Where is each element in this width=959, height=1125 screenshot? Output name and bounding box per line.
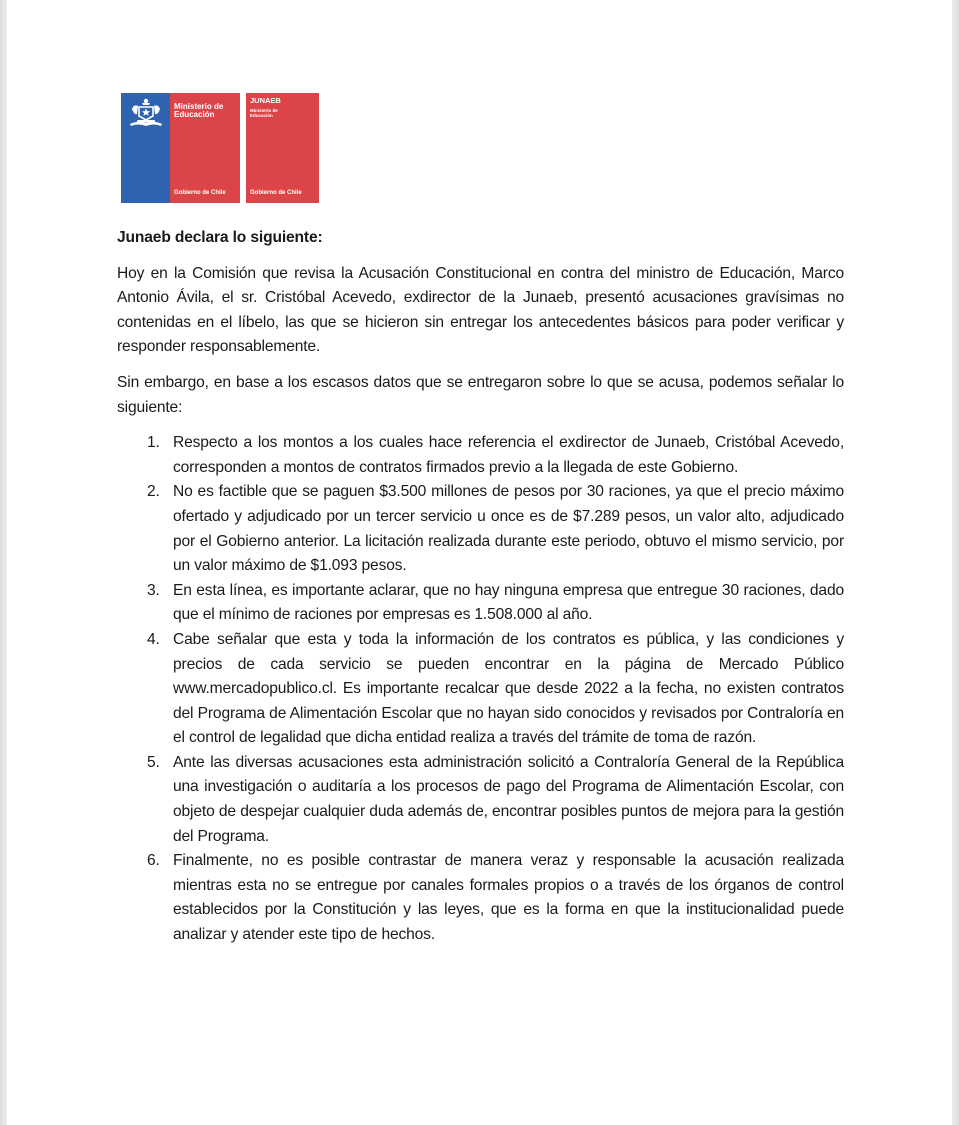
page-edge-left	[0, 0, 7, 1125]
junaeb-subtitle	[250, 108, 278, 119]
list-item-number: 5.	[147, 753, 160, 771]
list-item	[117, 480, 844, 578]
ministry-name-line2: Educación	[174, 110, 215, 120]
junaeb-logo	[246, 93, 319, 203]
list-item-text: No es factible que se paguen $3.500 millones de pesos por 30 raciones, ya que el precio máximo ofertado y adjudicado por un tercer servicio u once es de $7.289 pesos, un valor alto, adjudicado por el Gobierno anterior. La licitación realizada durante este periodo, obtuvo el mismo servicio, por un valor máximo de $1.093 pesos.	[173, 483, 844, 575]
document-heading: Junaeb declara lo siguiente:	[117, 229, 323, 246]
list-item-number: 1.	[147, 434, 160, 452]
lead-in-paragraph: Sin embargo, en base a los escasos datos que se entregaron sobre lo que se acusa, podemos señalar lo siguiente:	[117, 373, 844, 416]
header-logo	[121, 93, 319, 203]
ministry-name	[174, 103, 223, 120]
list-item-text: Cabe señalar que esta y toda la información de los contratos es pública, y las condiciones y precios de cada servicio se pueden encontrar en la página de Mercado Público www.mercadopublico.cl. Es importante recalcar que desde 2022 a la fecha, no existen contratos del Programa de Alimentación Escolar que no hayan sido conocidos y revisados por Contraloría en el control de legalidad que dicha entidad realiza a través del trámite de toma de razón.	[173, 630, 844, 747]
list-item-text: Respecto a los montos a los cuales hace referencia el exdirector de Junaeb, Cristóbal Acevedo, corresponden a montos de contratos firmados previo a la llegada de este Gobierno.	[173, 434, 844, 476]
list-item	[117, 579, 844, 628]
list-item-number: 6.	[147, 852, 160, 870]
junaeb-subtitle-line1: Ministerio de	[250, 108, 278, 113]
junaeb-footer: Gobierno de Chile	[250, 190, 302, 196]
list-item	[117, 431, 844, 480]
chile-coat-of-arms-icon	[128, 97, 164, 129]
list-item-number: 3.	[147, 581, 160, 599]
list-item-number: 4.	[147, 630, 160, 648]
intro-paragraph: Hoy en la Comisión que revisa la Acusación Constitucional en contra del ministro de Educación, Marco Antonio Ávila, el sr. Cristóbal Acevedo, exdirector de la Junaeb, presentó acusaciones gravísimas no contenidas en el líbelo, las que se hicieron sin entregar los antecedentes básicos para poder verificar y responder responsablemente.	[117, 264, 844, 356]
document-body	[117, 226, 844, 948]
logo-red-panel	[170, 93, 240, 203]
list-item	[117, 849, 844, 947]
list-item	[117, 628, 844, 751]
page-edge-right	[952, 0, 959, 1125]
junaeb-title: JUNAEB	[250, 96, 281, 105]
list-item-text: En esta línea, es importante aclarar, que no hay ninguna empresa que entregue 30 raciones, dado que el mínimo de raciones por empresas es 1.508.000 al año.	[173, 581, 844, 624]
numbered-list	[117, 431, 844, 947]
list-item-number: 2.	[147, 483, 160, 501]
logo-blue-panel	[121, 93, 170, 203]
ministry-footer: Gobierno de Chile	[174, 190, 226, 196]
ministry-name-line1: Ministerio de	[174, 102, 224, 111]
list-item-text: Ante las diversas acusaciones esta administración solicitó a Contraloría General de la República una investigación o auditaría a los procesos de pago del Programa de Alimentación Escolar, con objeto de despejar cualquier duda además de, encontrar posibles puntos de mejora para la gestión del Programa.	[173, 753, 844, 845]
junaeb-subtitle-line2: Educación	[250, 113, 273, 119]
list-item-text: Finalmente, no es posible contrastar de manera veraz y responsable la acusación realizada mientras esta no se entregue por canales formales propios o a través de los órganos de control establecidos por la Constitución y las leyes, que es la forma en que la institucionalidad puede analizar y atender este tipo de hechos.	[173, 852, 844, 944]
list-item	[117, 751, 844, 849]
ministerio-educacion-logo	[121, 93, 240, 203]
